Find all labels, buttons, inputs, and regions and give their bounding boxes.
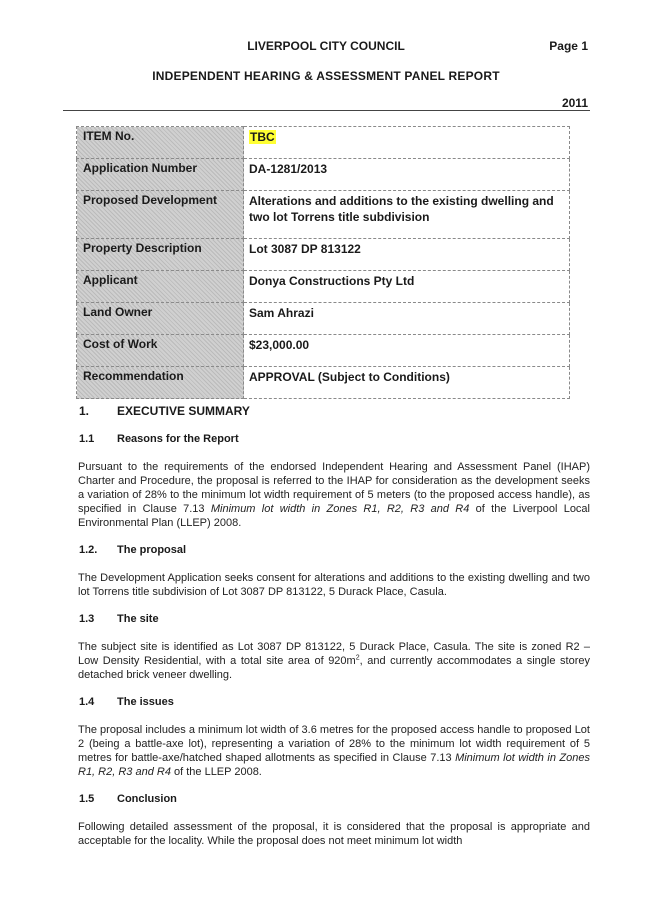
cost-of-work-value: $23,000.00 — [244, 335, 570, 367]
proposed-development-value: Alterations and additions to the existing dwelling and two lot Torrens title subdivision — [244, 191, 570, 239]
table-row — [77, 335, 570, 367]
proposal-paragraph: The Development Application seeks consent for alterations and additions to the existing dwelling and two lot Torrens title subdivision of Lot 3087 DP 813122, 5 Durack Place, Casula. — [78, 572, 590, 598]
table-row — [77, 191, 570, 239]
land-owner-value: Sam Ahrazi — [244, 303, 570, 335]
header-rule — [63, 110, 590, 111]
table-row — [77, 239, 570, 271]
table-row — [77, 271, 570, 303]
section-heading-proposal: 1.2. The proposal — [79, 544, 187, 556]
applicant-label: Applicant — [77, 271, 244, 303]
table-row — [77, 159, 570, 191]
reasons-paragraph: Pursuant to the requirements of the endorsed Independent Hearing and Assessment Panel (IHAP) Charter and Procedure, the proposal is referred to the IHAP for consideration as the development seeks a variation of 28% to the minimum lot width requirement of 5 meters (to the proposed access handle), as specified in Clause 7.13 Minimum lot width in Zones R1, R2, R3 and R4 of the Liverpool Local Environmental Plan (LLEP) 2008. — [78, 461, 590, 529]
proposed-development-label: Proposed Development — [77, 191, 244, 239]
section-heading-executive-summary: 1. EXECUTIVE SUMMARY — [79, 404, 250, 418]
land-owner-label: Land Owner — [77, 303, 244, 335]
table-row — [77, 303, 570, 335]
item-no-value: TBC — [250, 130, 275, 144]
page-number: Page 1 — [549, 39, 588, 53]
section-heading-conclusion: 1.5 Conclusion — [79, 793, 177, 805]
recommendation-value: APPROVAL (Subject to Conditions) — [244, 367, 570, 399]
item-no-label: ITEM No. — [77, 127, 244, 159]
cost-of-work-label: Cost of Work — [77, 335, 244, 367]
section-heading-reasons: 1.1 Reasons for the Report — [79, 433, 239, 445]
section-heading-site: 1.3 The site — [79, 613, 159, 625]
application-number-label: Application Number — [77, 159, 244, 191]
property-description-label: Property Description — [77, 239, 244, 271]
site-paragraph: The subject site is identified as Lot 3087 DP 813122, 5 Durack Place, Casula. The site is zoned R2 – Low Density Residential, with a total site area of $920m^2$, and currently accommodates a single storey detached brick veneer dwelling. — [78, 641, 591, 681]
council-name: LIVERPOOL CITY COUNCIL — [247, 39, 405, 53]
application-number-value: DA-1281/2013 — [244, 159, 570, 191]
issues-paragraph: The proposal includes a minimum lot width of 3.6 metres for the proposed access handle to proposed Lot 2 (being a battle-axe lot), representing a variation of 28% to the minimum lot width requirement of 5 metres for battle-axe/hatched shaped allotments as specified in Clause 7.13 Minimum lot width in Zones R1, R2, R3 and R4 of the LLEP 2008. — [78, 724, 590, 778]
report-title: INDEPENDENT HEARING & ASSESSMENT PANEL REPORT — [152, 69, 500, 83]
report-year: 2011 — [561, 96, 588, 110]
recommendation-label: Recommendation — [77, 367, 244, 399]
table-row — [77, 367, 570, 399]
property-description-value: Lot 3087 DP 813122 — [244, 239, 570, 271]
table-row — [77, 127, 570, 159]
applicant-value: Donya Constructions Pty Ltd — [244, 271, 570, 303]
application-details-table — [76, 126, 570, 399]
section-heading-issues: 1.4 The issues — [79, 696, 174, 708]
conclusion-paragraph: Following detailed assessment of the proposal, it is considered that the proposal is appropriate and acceptable for the locality. While the proposal does not meet minimum lot width — [78, 821, 590, 847]
